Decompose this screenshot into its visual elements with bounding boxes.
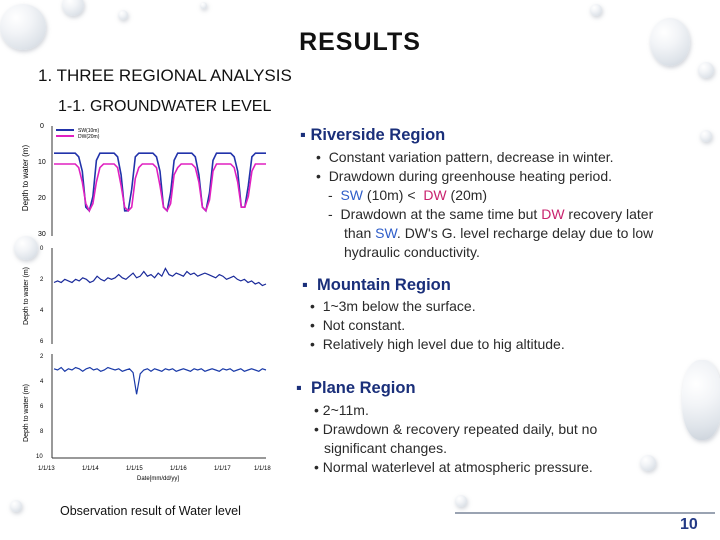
mountain-chart [23,246,266,345]
list-item: • Relatively high level due to hig altitude. [310,336,565,352]
list-item: • Constant variation pattern, decrease in winter. [316,149,614,165]
x-tick-label: 1/1/14 [82,466,99,472]
list-item: • 1~3m below the surface. [310,298,476,314]
bullet-text: Relatively high level due to hig altitude. [322,336,565,352]
section-heading: 1. THREE REGIONAL ANALYSIS [38,66,292,85]
region-heading-plane: ▪ Plane Region [296,379,416,397]
legend-label: DW(20m) [78,134,100,140]
figure-caption: Observation result of Water level [60,504,241,518]
bullet-text: Not constant. [322,317,406,333]
y-tick-label: 2 [40,277,44,283]
water-drop-decoration [118,10,128,20]
bullet-text: Drawdown during greenhouse heating period. [328,168,612,184]
x-axis-label: Date[mm/dd/yy] [136,476,180,482]
y-tick-label: 4 [40,308,44,314]
list-item: • Drawdown during greenhouse heating period. [316,168,612,184]
region-heading-mountain: ▪ Mountain Region [302,276,451,294]
y-tick-label: 20 [38,195,46,202]
x-tick-label: 1/1/18 [254,466,271,472]
bullet-list-riverside [316,148,653,262]
bullet-text: Drawdown & recovery repeated daily, but no [322,421,598,437]
footer-divider [455,512,715,514]
water-drop-decoration [698,62,714,78]
sub-text: hydraulic conductivity. [344,244,480,260]
x-tick-label: 1/1/15 [126,466,143,472]
y-tick-label: 0 [40,123,44,130]
sub-item: - SW (10m) < DW (20m) [328,187,488,203]
bullet-list-plane [314,401,597,477]
y-tick-label: 8 [40,429,44,435]
water-drop-decoration [682,360,720,440]
y-axis-label: Depth to water (m) [23,267,30,325]
x-tick-label: 1/1/17 [214,466,231,472]
y-tick-label: 4 [40,379,44,385]
list-item: • Drawdown & recovery repeated daily, but no [314,421,598,437]
water-level-charts [18,118,293,508]
y-tick-label: 0 [40,246,44,252]
sub-text: Drawdown at the same time but [340,206,542,222]
sw-label: SW [340,187,364,203]
y-tick-label: 10 [36,454,43,460]
page-number: 10 [680,516,698,533]
subsection-heading: 1-1. GROUNDWATER LEVEL [58,98,272,115]
bullet-text: 1~3m below the surface. [322,298,476,314]
sw-label: SW [375,225,397,241]
bullet-text: 2~11m. [322,402,369,418]
water-drop-decoration [640,455,656,471]
region-name: Mountain Region [317,276,451,294]
sub-text: . DW's G. level recharge delay due to low [396,225,654,241]
region-name: Riverside Region [310,126,446,144]
plane-chart [23,354,271,482]
y-tick-label: 2 [40,354,44,360]
sub-text: (10m) < [363,187,424,203]
water-drop-decoration [700,130,712,142]
sub-item-continued [316,224,653,243]
sub-item: - Drawdown at the same time but DW recovery later [328,206,654,222]
y-axis-label: Depth to water (m) [21,144,30,212]
dw-label: DW [423,187,447,203]
water-drop-decoration [590,4,602,16]
water-drop-decoration [455,495,467,507]
sub-text: (20m) [446,187,488,203]
y-tick-label: 10 [38,159,46,166]
series-line [54,268,266,285]
list-item-continued [314,439,597,458]
y-axis-label: Depth to water (m) [23,384,30,442]
sub-item-continued [316,243,653,262]
y-tick-label: 30 [38,231,46,238]
region-name: Plane Region [311,379,416,397]
bullet-text: Normal waterlevel at atmospheric pressure. [322,459,593,475]
series-line [54,368,266,395]
sub-text: than [344,225,376,241]
x-tick-label: 1/1/13 [38,466,55,472]
list-item: • Normal waterlevel at atmospheric pressure. [314,459,593,475]
slide-title: RESULTS [299,28,421,56]
riverside-chart [21,123,266,238]
legend-label: SW(10m) [78,128,100,134]
bullet-list-mountain [310,297,565,354]
sub-text: recovery later [564,206,654,222]
water-drop-decoration [62,0,84,16]
list-item: • 2~11m. [314,402,369,418]
bullet-text: significant changes. [324,440,447,456]
y-tick-label: 6 [40,339,44,345]
water-drop-decoration [200,2,207,9]
y-tick-label: 6 [40,404,44,410]
region-heading-riverside: ▪ Riverside Region [300,126,446,144]
x-tick-label: 1/1/16 [170,466,187,472]
bullet-text: Constant variation pattern, decrease in winter. [328,149,614,165]
list-item: • Not constant. [310,317,406,333]
dw-label: DW [541,206,565,222]
